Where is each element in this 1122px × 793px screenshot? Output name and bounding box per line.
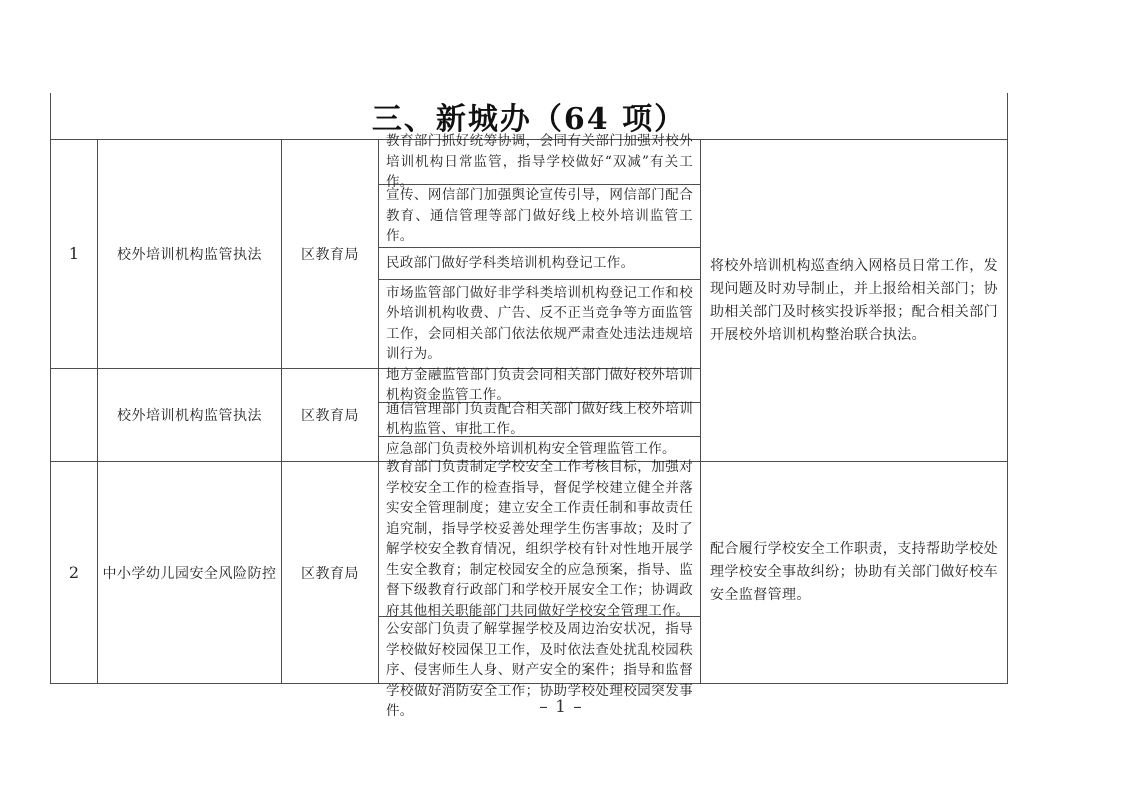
task-name-cell: 校外培训机构监管执法: [98, 140, 282, 368]
duty-items-column: [379, 133, 700, 368]
task-name-cell: 中小学幼儿园安全风险防控: [98, 462, 282, 683]
band-left-part: [51, 133, 701, 461]
duty-item-cell: 公安部门负责了解掌握学校及周边治安状况，指导学校做好校园保卫工作，及时依法查处扰乱校园秩序、侵害师生人身、财产安全的案件；指导和监督学校做好消防安全工作；协助学校处理校园突发事件。: [386, 621, 693, 719]
duty-item-cell: 市场监管部门做好非学科类培训机构登记工作和校外培训机构收费、广告、反不正当竞争等方面监管工作，会同相关部门依法依规严肃查处违法违规培训行为。: [386, 284, 693, 363]
table-row: [51, 133, 700, 369]
duty-item-cell: 宣传、网信部门加强舆论宣传引导，网信部门配合教育、通信管理等部门做好线上校外培训监管工作。: [379, 185, 700, 248]
department-cell: 区教育局: [282, 369, 379, 462]
duty-item-cell: 应急部门负责校外培训机构安全管理监管工作。: [386, 440, 676, 457]
row-number: 2: [51, 462, 98, 683]
page-number: – 1 –: [539, 697, 583, 717]
responsibility-table: [50, 93, 1008, 719]
duty-item-cell: 教育部门负责制定学校安全工作考核目标，加强对学校安全工作的检查指导，督促学校建立健全并落实安全管理制度；建立安全工作责任制和事故责任追究制，指导学校妥善处理学生伤害事故；及时了解学校安全教育情况，组织学校有针对性地开展学生安全教育；制定校园安全的应急预案，指导、监督下级教育行政部门和学校开展安全工作；协调政府其他相关职能部门共同做好学校安全管理工作。: [379, 462, 700, 617]
department-cell: 区教育局: [282, 462, 379, 683]
row-number: [51, 369, 98, 462]
street-duty-cell: 将校外培训机构巡查纳入网格员日常工作，发现问题及时劝导制止，并上报给相关部门；协助相关部门及时核实投诉举报；配合相关部门开展校外培训机构整治联合执法。: [710, 257, 998, 343]
department-cell: 区教育局: [282, 140, 379, 368]
table-band-rows-1-2: [51, 133, 1007, 462]
duty-items-column: [379, 366, 700, 462]
duty-item-cell: 地方金融监管部门负责会同相关部门做好校外培训机构资金监管工作。: [379, 369, 700, 403]
section-title: 三、新城办（64 项）: [51, 93, 1007, 140]
row-number: 1: [51, 140, 98, 368]
duty-item-cell: 通信管理部门负责配合相关部门做好线上校外培训机构监管、审批工作。: [379, 403, 700, 437]
table-row: [51, 366, 700, 462]
duty-items-column: [379, 459, 701, 719]
street-duty-cell: 配合履行学校安全工作职责，支持帮助学校处理学校安全事故纠纷；协助有关部门做好校车安全监督管理。: [710, 541, 998, 603]
task-name-cell: 校外培训机构监管执法: [98, 369, 282, 462]
table-band-row-3: [51, 459, 1007, 719]
duty-item-cell: 教育部门抓好统筹协调，会同有关部门加强对校外培训机构日常监管，指导学校做好“双减”有关工作。: [379, 140, 700, 185]
duty-item-cell: 民政部门做好学科类培训机构登记工作。: [379, 248, 700, 280]
